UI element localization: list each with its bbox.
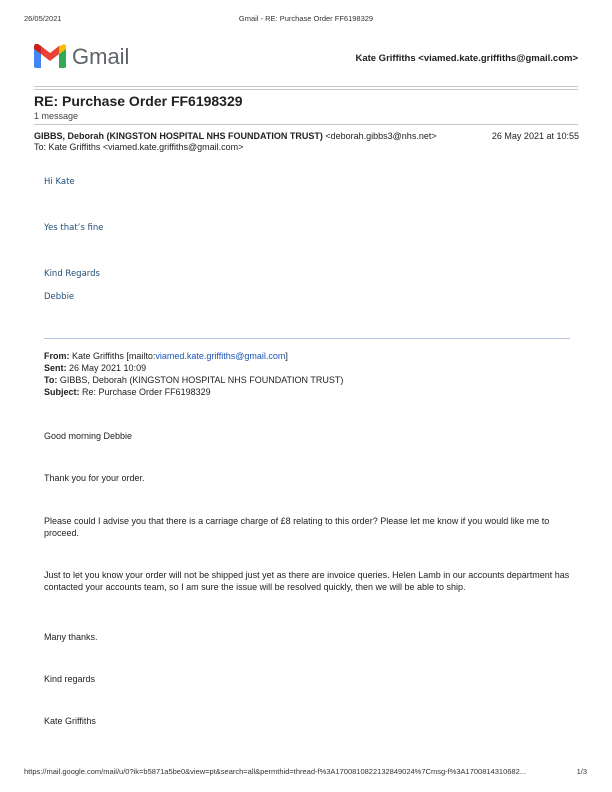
quoted-subject	[44, 387, 211, 397]
quoted-carriage-paragraph: Please could I advise you that there is a carriage charge of £8 relating to this order? Please let me know if you would like me to proceed.	[44, 516, 550, 538]
gmail-wordmark: Gmail	[72, 44, 130, 69]
sender-line	[34, 131, 437, 141]
quoted-to	[44, 375, 343, 385]
print-title: Gmail - RE: Purchase Order FF6198329	[238, 14, 374, 23]
quoted-to-value: GIBBS, Deborah (KINGSTON HOSPITAL NHS FOUNDATION TRUST)	[59, 375, 344, 385]
message-count: 1 message	[34, 111, 79, 121]
message-date: 26 May 2021 at 10:55	[491, 131, 579, 141]
quoted-from-close: ]	[285, 351, 288, 361]
quoted-shipping-paragraph: Just to let you know your order will not be shipped just yet as there are invoice queries. Helen Lamb in our accounts department has contacted your accounts team, so I am sure the issue will be resolved quickly, then we will be able to ship.	[44, 570, 570, 592]
quoted-to-label: To:	[44, 375, 58, 385]
quoted-from	[44, 351, 288, 361]
gmail-m-icon	[34, 44, 66, 68]
quoted-sent-value: 26 May 2021 10:09	[69, 363, 147, 373]
thread-subject: RE: Purchase Order FF6198329	[34, 93, 243, 109]
print-url: https://mail.google.com/mail/u/0?ik=b5871a5be0&view=pt&search=all&permthid=thread-f%3A1700810822132849024%7Cmsg-f%3A1700814310682...	[24, 767, 527, 776]
reply-signature: Debbie	[44, 292, 75, 302]
quoted-thanks: Thank you for your order.	[44, 473, 145, 483]
quoted-from-label: From:	[44, 351, 70, 361]
quoted-sent-label: Sent:	[44, 363, 67, 373]
reply-regards: Kind Regards	[44, 269, 100, 279]
header-divider	[34, 86, 578, 90]
quoted-from-email-link[interactable]: viamed.kate.griffiths@gmail.com	[155, 351, 286, 361]
quoted-many-thanks: Many thanks.	[44, 632, 98, 642]
sender-name: GIBBS, Deborah (KINGSTON HOSPITAL NHS FOUNDATION TRUST)	[34, 131, 323, 141]
quoted-sent	[44, 363, 146, 373]
quoted-greeting: Good morning Debbie	[44, 431, 133, 441]
gmail-logo[interactable]	[34, 44, 66, 73]
quoted-subject-label: Subject:	[44, 387, 80, 397]
quoted-kind-regards: Kind regards	[44, 674, 96, 684]
quoted-signature: Kate Griffiths	[44, 716, 96, 726]
reply-line: Yes that’s fine	[44, 223, 104, 233]
sender-email: <deborah.gibbs3@nhs.net>	[325, 131, 437, 141]
quoted-subject-value: Re: Purchase Order FF6198329	[82, 387, 211, 397]
account-email: Kate Griffiths <viamed.kate.griffiths@gmail.com>	[355, 53, 578, 64]
print-page-number: 1/3	[576, 767, 587, 776]
quoted-from-name: Kate Griffiths [mailto:	[72, 351, 156, 361]
quote-divider	[44, 338, 570, 339]
recipient-line: To: Kate Griffiths <viamed.kate.griffiths@gmail.com>	[34, 142, 244, 152]
subject-divider	[34, 124, 578, 125]
reply-greeting: Hi Kate	[44, 177, 75, 187]
print-date: 26/05/2021	[24, 14, 62, 23]
